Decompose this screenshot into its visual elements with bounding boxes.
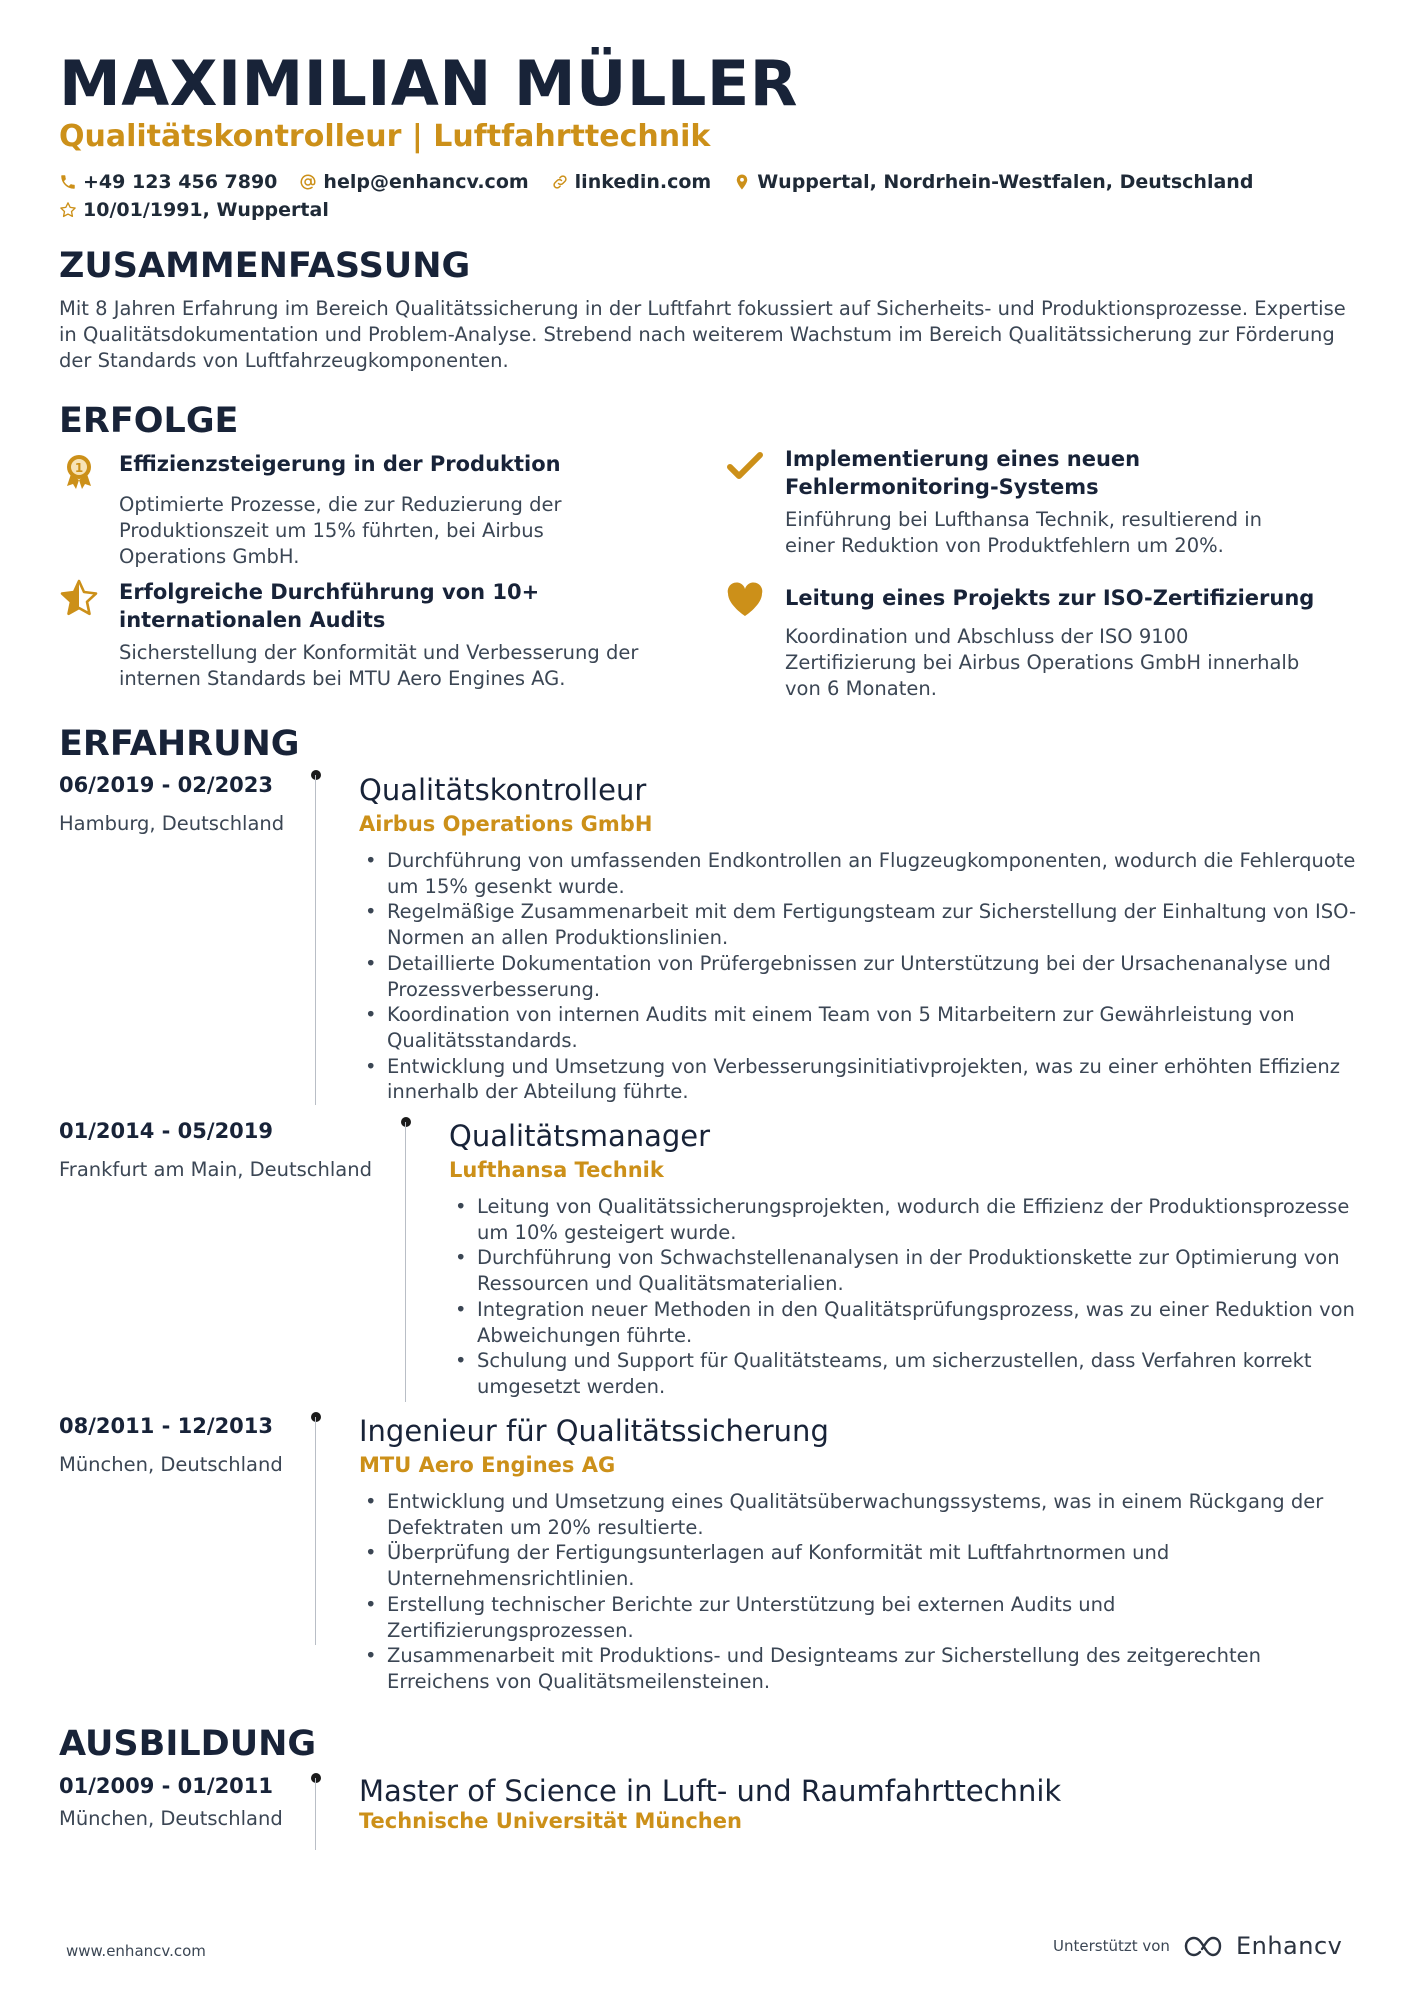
timeline-dot <box>401 1117 411 1127</box>
contact-email-text: help@enhancv.com <box>323 171 529 193</box>
footer-powered-by: Unterstützt von <box>1053 1937 1170 1955</box>
job-bullet: • Koordination von internen Audits mit einem Team von 5 Mitarbeitern zur Gewährleistung von Qualitätsstandards. <box>359 1002 1359 1053</box>
job-dates: 08/2011 - 12/2013 <box>59 1414 274 1438</box>
footer-branding <box>1053 1932 1342 1960</box>
job-meta <box>59 1412 389 1478</box>
timeline-line <box>315 1778 316 1850</box>
job-bullet: • Durchführung von umfassenden Endkontrollen an Flugzeugkomponenten, wodurch die Fehlerquote um 15% gesenkt wurde. <box>359 848 1359 899</box>
achievement-title: Leitung eines Projekts zur ISO-Zertifizierung <box>785 586 1315 610</box>
education-heading: AUSBILDUNG <box>59 1724 317 1764</box>
achievements-heading: ERFOLGE <box>59 401 239 441</box>
job-company: MTU Aero Engines AG <box>359 1453 616 1477</box>
job-dates: 01/2014 - 05/2019 <box>59 1119 274 1143</box>
education-details <box>359 1773 1359 1835</box>
job-details <box>359 1413 1359 1695</box>
job-bullet: • Überprüfung der Fertigungsunterlagen auf Konformität mit Luftfahrtnormen und Unternehmensrichtlinien. <box>359 1540 1359 1591</box>
timeline-line <box>315 775 316 1105</box>
link-icon <box>551 173 569 191</box>
timeline-dot <box>311 1773 321 1783</box>
job-bullet: • Regelmäßige Zusammenarbeit mit dem Fertigungsteam zur Sicherstellung der Einhaltung von ISO-Normen an allen Produktionslinien. <box>359 899 1359 950</box>
contact-birth <box>59 196 329 224</box>
job-bullet: • Detaillierte Dokumentation von Prüfergebnissen zur Unterstützung bei der Ursachenanalyse und Prozessverbesserung. <box>359 951 1359 1002</box>
contact-phone[interactable] <box>59 168 277 196</box>
education-degree: Master of Science in Luft- und Raumfahrttechnik <box>359 1774 1062 1808</box>
job-location: Frankfurt am Main, Deutschland <box>59 1158 372 1181</box>
timeline-dot <box>311 1412 321 1422</box>
job-bullet: • Erstellung technischer Berichte zur Unterstützung bei externen Audits und Zertifizierungsprozessen. <box>359 1592 1359 1643</box>
achievement-title: Implementierung eines neuen Fehlermonitoring-Systems <box>785 447 1141 499</box>
job-location: Hamburg, Deutschland <box>59 812 285 835</box>
timeline-line <box>315 1417 316 1645</box>
job-details <box>449 1118 1359 1400</box>
job-bullet: • Zusammenarbeit mit Produktions- und Designteams zur Sicherstellung des zeitgerechten Erreichens von Qualitätsmeilensteinen. <box>359 1643 1359 1694</box>
contact-phone-text: +49 123 456 7890 <box>83 171 278 193</box>
contact-location <box>733 168 1253 196</box>
summary-text: Mit 8 Jahren Erfahrung im Bereich Qualitätssicherung in der Luftfahrt fokussiert auf Sicherheits- und Produktionsprozesse. Expertise in Qualitätsdokumentation und Problem-Analyse. Strebend nach weiterem Wachstum im Bereich Qualitätssicherung zur Förderung der Standards von Luftfahrzeugkomponenten. <box>59 297 1346 372</box>
heart-icon <box>725 580 765 620</box>
achievement-description: Sicherstellung der Konformität und Verbesserung der internen Standards bei MTU Aero Engines AG. <box>119 641 639 690</box>
contact-email[interactable] <box>299 168 528 196</box>
timeline-dot <box>311 770 321 780</box>
contact-linkedin[interactable] <box>551 168 712 196</box>
achievement-description: Optimierte Prozesse, die zur Reduzierung der Produktionszeit um 15% führten, bei Airbus Operations GmbH. <box>119 493 562 568</box>
job-bullet: • Integration neuer Methoden in den Qualitätsprüfungsprozess, was zu einer Reduktion von Abweichungen führte. <box>449 1297 1359 1348</box>
achievement-title: Effizienzsteigerung in der Produktion <box>119 452 561 476</box>
achievement-item <box>59 450 649 570</box>
job-bullets <box>359 848 1359 1105</box>
education-meta <box>59 1772 389 1832</box>
enhancv-logo-icon <box>1182 1933 1228 1959</box>
star-half-icon <box>59 578 99 618</box>
job-bullet: • Entwicklung und Umsetzung eines Qualitätsüberwachungssystems, was in einem Rückgang der Defektraten um 20% resultierte. <box>359 1489 1359 1540</box>
achievement-description: Koordination und Abschluss der ISO 9100 Zertifizierung bei Airbus Operations GmbH innerhalb von 6 Monaten. <box>785 625 1300 700</box>
achievement-title: Erfolgreiche Durchführung von 10+ internationalen Audits <box>119 580 540 632</box>
summary-heading: ZUSAMMENFASSUNG <box>59 246 471 286</box>
job-role: Ingenieur für Qualitätssicherung <box>359 1414 829 1448</box>
phone-icon <box>59 173 77 191</box>
svg-text:1: 1 <box>74 461 84 475</box>
candidate-title: Qualitätskontrolleur | Luftfahrttechnik <box>59 119 711 154</box>
education-school: Technische Universität München <box>359 1809 742 1833</box>
job-bullet: • Entwicklung und Umsetzung von Verbesserungsinitiativprojekten, was zu einer erhöhten Effizienz innerhalb der Abteilung führte. <box>359 1054 1359 1105</box>
job-bullets <box>449 1194 1359 1400</box>
job-meta <box>59 771 389 837</box>
job-details <box>359 772 1359 1105</box>
job-meta <box>59 1117 389 1183</box>
timeline-line <box>405 1122 406 1402</box>
achievement-item <box>725 445 1315 565</box>
achievement-item <box>725 584 1315 700</box>
star-icon <box>59 201 77 219</box>
achievement-item <box>59 578 649 698</box>
education-dates: 01/2009 - 01/2011 <box>59 1774 274 1798</box>
contact-birth-text: 10/01/1991, Wuppertal <box>83 199 329 221</box>
at-icon <box>299 173 317 191</box>
job-location: München, Deutschland <box>59 1453 283 1476</box>
footer-website[interactable]: www.enhancv.com <box>66 1942 206 1960</box>
job-dates: 06/2019 - 02/2023 <box>59 773 274 797</box>
job-role: Qualitätsmanager <box>449 1119 711 1153</box>
contact-info <box>59 168 1359 224</box>
job-company: Lufthansa Technik <box>449 1158 664 1182</box>
footer-brand: Enhancv <box>1235 1932 1343 1960</box>
job-bullet: • Leitung von Qualitätssicherungsprojekten, wodurch die Effizienz der Produktionsprozesse um 10% gesteigert wurde. <box>449 1194 1359 1245</box>
checkmark-icon <box>725 447 765 487</box>
job-bullet: • Durchführung von Schwachstellenanalysen in der Produktionskette zur Optimierung von Ressourcen und Qualitätsmaterialien. <box>449 1245 1359 1296</box>
education-location: München, Deutschland <box>59 1807 283 1830</box>
contact-location-text: Wuppertal, Nordrhein-Westfalen, Deutschland <box>757 171 1254 193</box>
achievement-description: Einführung bei Lufthansa Technik, resultierend in einer Reduktion von Produktfehlern um 20%. <box>785 508 1263 557</box>
job-bullet: • Schulung und Support für Qualitätsteams, um sicherzustellen, dass Verfahren korrekt umgesetzt werden. <box>449 1348 1359 1399</box>
job-bullets <box>359 1489 1359 1695</box>
experience-heading: ERFAHRUNG <box>59 724 300 764</box>
award-ribbon-icon <box>59 450 99 490</box>
job-company: Airbus Operations GmbH <box>359 812 653 836</box>
location-pin-icon <box>733 173 751 191</box>
contact-linkedin-text: linkedin.com <box>574 171 712 193</box>
job-role: Qualitätskontrolleur <box>359 773 647 807</box>
candidate-name: MAXIMILIAN MÜLLER <box>59 47 798 120</box>
